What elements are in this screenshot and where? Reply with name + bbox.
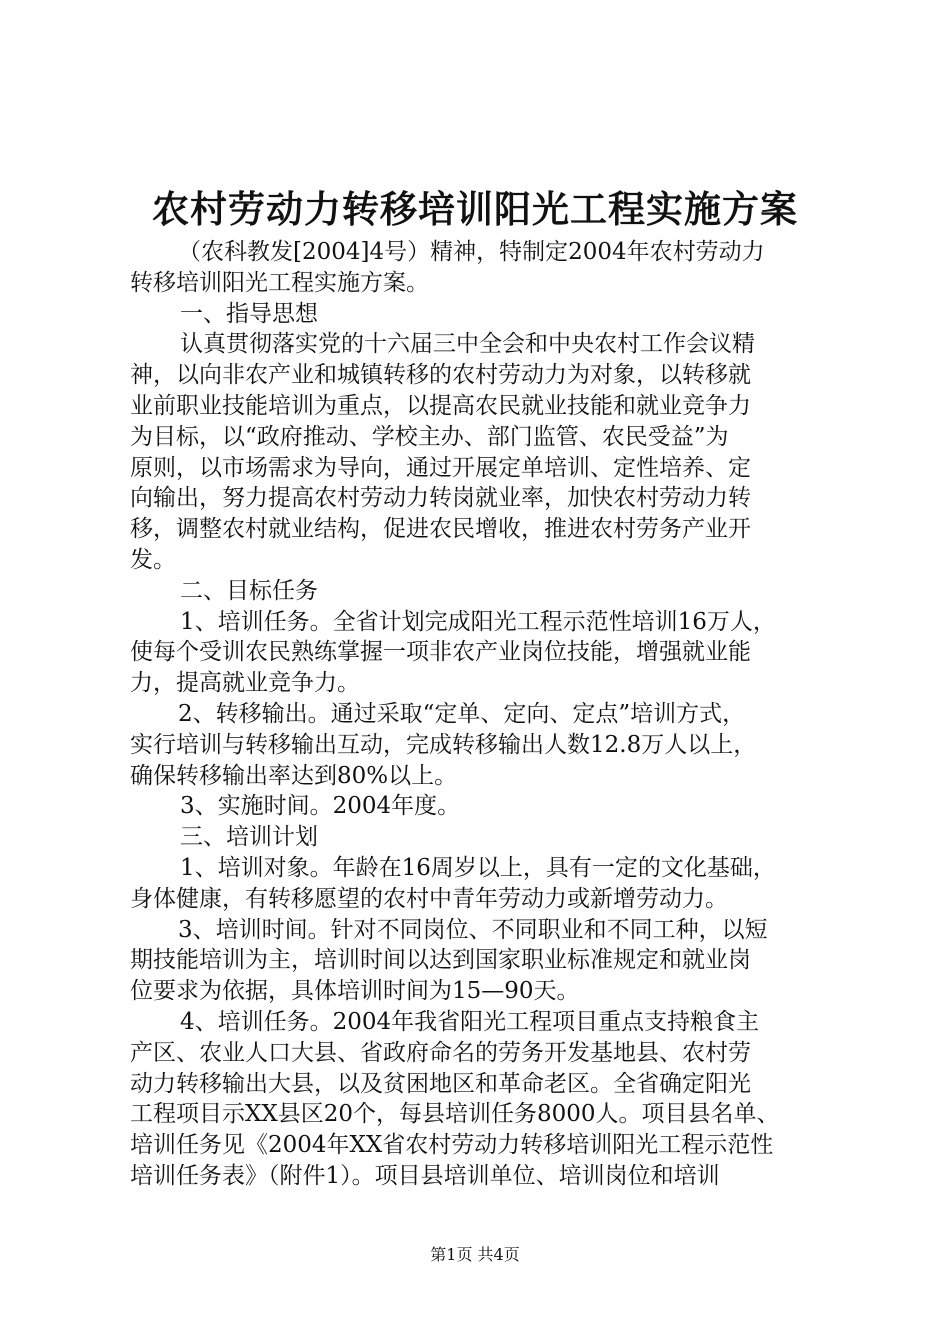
body-line: 发。 bbox=[130, 546, 176, 573]
document-title: 农村劳动力转移培训阳光工程实施方案 bbox=[152, 187, 798, 231]
body-line: 向输出，努力提高农村劳动力转岗就业率，加快农村劳动力转 bbox=[130, 485, 751, 512]
body-line: 期技能培训为主，培训时间以达到国家职业标准规定和就业岗 bbox=[130, 947, 751, 974]
body-line: 培训任务见《2004年XX省农村劳动力转移培训阳光工程示范性 bbox=[130, 1132, 774, 1159]
body-line: 神，以向非农产业和城镇转移的农村劳动力为对象，以转移就 bbox=[130, 362, 751, 389]
body-line: 1、培训任务。全省计划完成阳光工程示范性培训16万人， bbox=[180, 608, 776, 635]
body-line: 身体健康，有转移愿望的农村中青年劳动力或新增劳动力。 bbox=[130, 885, 728, 912]
body-line: 3、实施时间。2004年度。 bbox=[180, 793, 461, 820]
section-heading: 二、目标任务 bbox=[180, 577, 318, 604]
document-body bbox=[130, 237, 828, 1192]
body-line: 为目标，以“政府推动、学校主办、部门监管、农民受益”为 bbox=[130, 423, 729, 450]
body-line: 培训任务表》（附件1）。项目县培训单位、培训岗位和培训 bbox=[130, 1162, 720, 1189]
body-line: 原则，以市场需求为导向，通过开展定单培训、定性培养、定 bbox=[130, 454, 751, 481]
body-line: 3、培训时间。针对不同岗位、不同职业和不同工种，以短 bbox=[178, 916, 768, 943]
body-line: （农科教发[2004]4号）精神，特制定2004年农村劳动力 bbox=[178, 239, 765, 265]
body-line: 4、培训任务。2004年我省阳光工程项目重点支持粮食主 bbox=[180, 1008, 760, 1035]
body-line: 转移培训阳光工程实施方案。 bbox=[130, 269, 429, 296]
body-line: 确保转移输出率达到80%以上。 bbox=[130, 762, 458, 789]
body-line: 1、培训对象。年龄在16周岁以上，具有一定的文化基础， bbox=[180, 854, 776, 881]
body-line: 产区、农业人口大县、省政府命名的劳务开发基地县、农村劳 bbox=[130, 1039, 751, 1066]
body-line: 力，提高就业竞争力。 bbox=[130, 670, 360, 697]
section-heading: 三、培训计划 bbox=[180, 824, 318, 851]
body-line: 2、转移输出。通过采取“定单、定向、定点”培训方式， bbox=[178, 700, 746, 727]
page-number: 第1页 共4页 bbox=[430, 1245, 520, 1264]
body-line: 认真贯彻落实党的十六届三中全会和中央农村工作会议精 bbox=[180, 331, 755, 358]
section-heading: 一、指导思想 bbox=[180, 300, 318, 327]
body-line: 位要求为依据，具体培训时间为15—90天。 bbox=[130, 978, 580, 1005]
body-line: 使每个受训农民熟练掌握一项非农产业岗位技能，增强就业能 bbox=[130, 639, 751, 666]
body-line: 动力转移输出大县，以及贫困地区和革命老区。全省确定阳光 bbox=[130, 1070, 751, 1097]
body-line: 实行培训与转移输出互动，完成转移输出人数12.8万人以上， bbox=[130, 731, 757, 758]
body-line: 工程项目示XX县区20个，每县培训任务8000人。项目县名单、 bbox=[130, 1101, 780, 1128]
body-line: 业前职业技能培训为重点，以提高农民就业技能和就业竞争力 bbox=[130, 392, 751, 419]
body-line: 移，调整农村就业结构，促进农民增收，推进农村劳务产业开 bbox=[130, 516, 751, 543]
page-footer bbox=[0, 1244, 950, 1266]
